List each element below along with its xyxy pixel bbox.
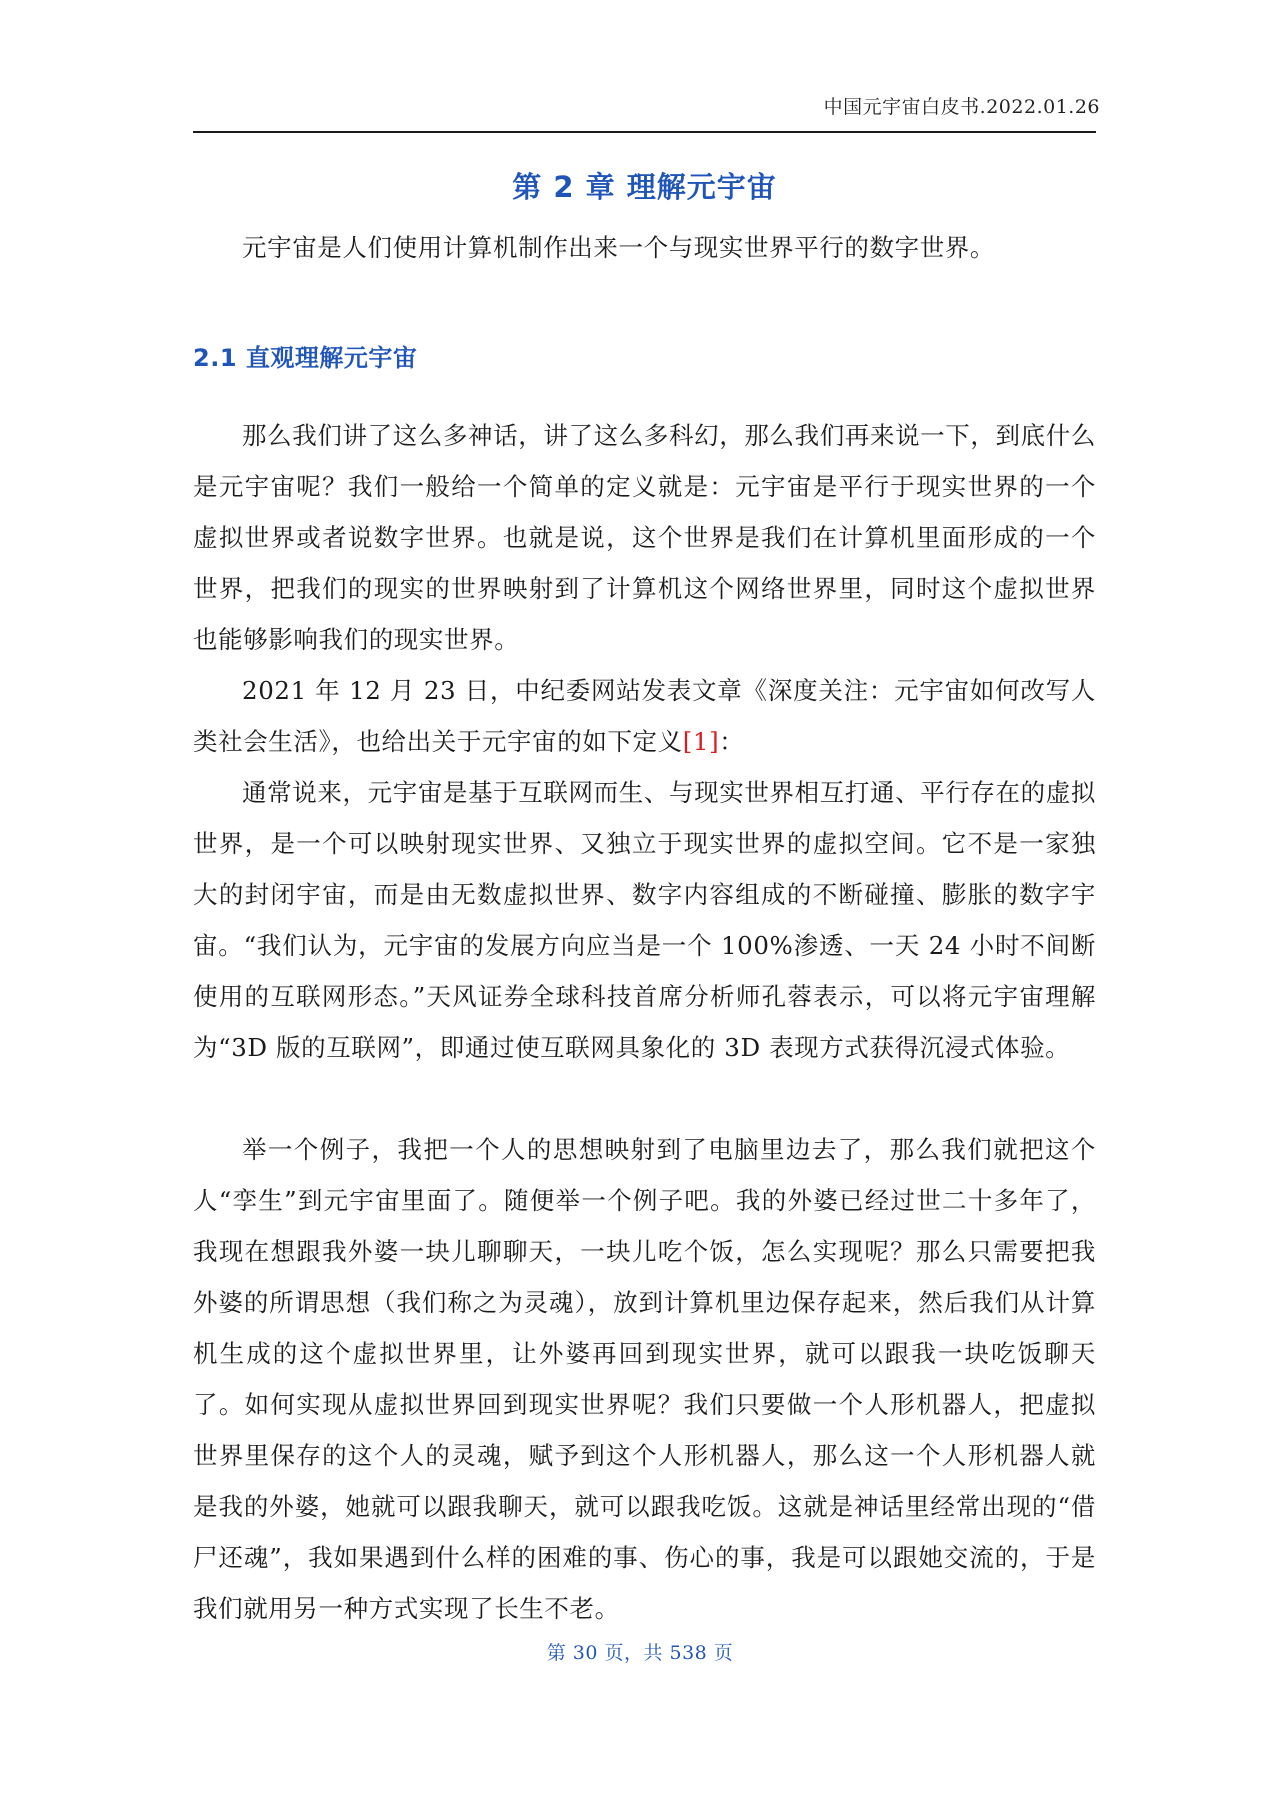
header-rule (193, 131, 1096, 133)
chapter-title: 第 2 章 理解元宇宙 (512, 170, 777, 204)
paragraph-2 (193, 665, 1096, 767)
intro-paragraph: 元宇宙是人们使用计算机制作出来一个与现实世界平行的数字世界。 (242, 233, 995, 262)
paragraph-2-end: ： (719, 727, 745, 756)
running-header: 中国元宇宙白皮书.2022.01.26 (823, 96, 1100, 118)
page-number-footer: 第 30 页，共 538 页 (546, 1642, 734, 1664)
paragraph-4: 举一个例子，我把一个人的思想映射到了电脑里边去了，那么我们就把这个人“孪生”到元宇宙里面了。随便举一个例子吧。我的外婆已经过世二十多年了，我现在想跟我外婆一块儿聊聊天，一块儿吃个饭，怎么实现呢？那么只需要把我外婆的所谓思想（我们称之为灵魂），放到计算机里边保存起来，然后我们从计算机生成的这个虚拟世界里，让外婆再回到现实世界，就可以跟我一块吃饭聊天了。如何实现从虚拟世界回到现实世界呢？我们只要做一个人形机器人，把虚拟世界里保存的这个人的灵魂，赋予到这个人形机器人，那么这一个人形机器人就是我的外婆，她就可以跟我聊天，就可以跟我吃饭。这就是神话里经常出现的“借尸还魂”，我如果遇到什么样的困难的事、伤心的事，我是可以跟她交流的，于是我们就用另一种方式实现了长生不老。 (193, 1135, 1096, 1623)
citation-link[interactable]: [1] (682, 727, 720, 756)
paragraph-2-text: 2021 年 12 月 23 日，中纪委网站发表文章《深度关注：元宇宙如何改写人类社会生活》，也给出关于元宇宙的如下定义 (193, 676, 1096, 756)
paragraph-3: 通常说来，元宇宙是基于互联网而生、与现实世界相互打通、平行存在的虚拟世界，是一个可以映射现实世界、又独立于现实世界的虚拟空间。它不是一家独大的封闭宇宙，而是由无数虚拟世界、数字内容组成的不断碰撞、膨胀的数字宇宙。“我们认为，元宇宙的发展方向应当是一个 100%渗透、一天 24 小时不间断使用的互联网形态。”天风证券全球科技首席分析师孔蓉表示，可以将元宇宙理解为“3D 版的互联网”，即通过使互联网具象化的 3D 表现方式获得沉浸式体验。 (193, 778, 1096, 1062)
section-title: 2.1 直观理解元宇宙 (193, 344, 418, 372)
paragraph-1: 那么我们讲了这么多神话，讲了这么多科幻，那么我们再来说一下，到底什么是元宇宙呢？我们一般给一个简单的定义就是：元宇宙是平行于现实世界的一个虚拟世界或者说数字世界。也就是说，这个世界是我们在计算机里面形成的一个世界，把我们的现实的世界映射到了计算机这个网络世界里，同时这个虚拟世界也能够影响我们的现实世界。 (193, 421, 1096, 654)
